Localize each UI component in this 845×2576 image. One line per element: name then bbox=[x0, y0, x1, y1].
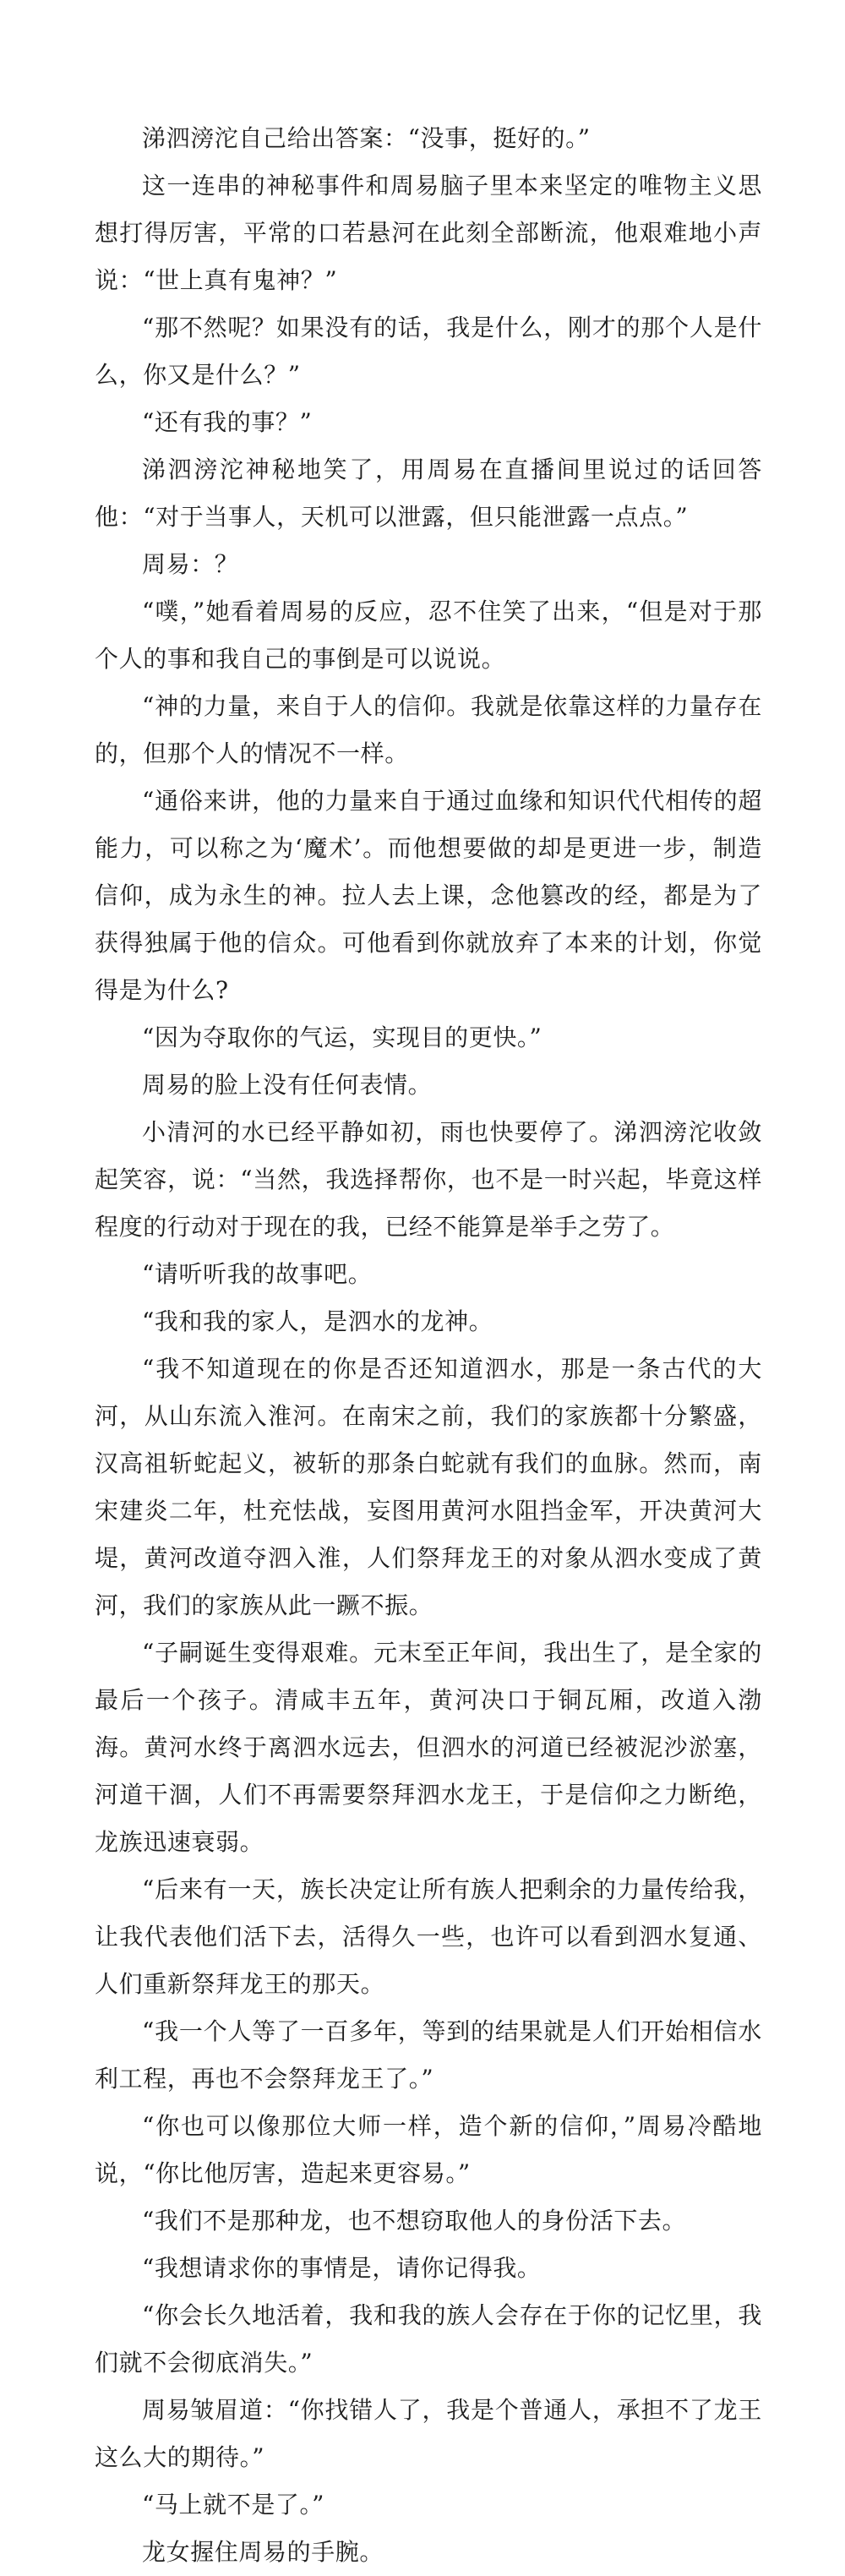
paragraph: “子嗣诞生变得艰难。元末至正年间，我出生了，是全家的最后一个孩子。清咸丰五年，黄河决口于铜瓦厢，改道入渤海。黄河水终于离泗水远去，但泗水的河道已经被泥沙淤塞，河道干涸，人们不再需要祭拜泗水龙王，于是信仰之力断绝，龙族迅速衰弱。 bbox=[95, 1639, 762, 1856]
paragraph: “噗，”她看着周易的反应，忍不住笑了出来，“但是对于那个人的事和我自己的事倒是可以说说。 bbox=[95, 598, 762, 673]
paragraph: 周易皱眉道：“你找错人了，我是个普通人，承担不了龙王这么大的期待。” bbox=[95, 2396, 762, 2471]
paragraph: 周易：？ bbox=[142, 550, 239, 578]
paragraph: “你会长久地活着，我和我的族人会存在于你的记忆里，我们就不会彻底消失。” bbox=[95, 2301, 762, 2377]
paragraph: “神的力量，来自于人的信仰。我就是依靠这样的力量存在的，但那个人的情况不一样。 bbox=[95, 692, 762, 767]
paragraph: 周易的脸上没有任何表情。 bbox=[142, 1071, 433, 1099]
paragraph: “我想请求你的事情是，请你记得我。 bbox=[142, 2254, 542, 2282]
paragraph: “你也可以像那位大师一样，造个新的信仰，”周易冷酷地说，“你比他厉害，造起来更容易。” bbox=[95, 2112, 762, 2187]
paragraph: 这一连串的神秘事件和周易脑子里本来坚定的唯物主义思想打得厉害，平常的口若悬河在此刻全部断流，他艰难地小声说：“世上真有鬼神？” bbox=[95, 172, 762, 294]
paragraph: “我一个人等了一百多年，等到的结果就是人们开始相信水利工程，再也不会祭拜龙王了。” bbox=[95, 2017, 762, 2093]
paragraph: “还有我的事？” bbox=[142, 408, 313, 436]
paragraph: “通俗来讲，他的力量来自于通过血缘和知识代代相传的超能力，可以称之为‘魔术’。而他想要做的却是更进一步，制造信仰，成为永生的神。拉人去上课，念他篡改的经，都是为了获得独属于他的信众。可他看到你就放弃了本来的计划，你觉得是为什么? bbox=[95, 787, 762, 1004]
paragraph: 龙女握住周易的手腕。 bbox=[142, 2538, 384, 2566]
paragraph: “因为夺取你的气运，实现目的更快。” bbox=[142, 1023, 542, 1051]
paragraph: 小清河的水已经平静如初，雨也快要停了。涕泗滂沱收敛起笑容，说：“当然，我选择帮你，也不是一时兴起，毕竟这样程度的行动对于现在的我，已经不能算是举手之劳了。 bbox=[95, 1118, 762, 1241]
paragraph: 涕泗滂沱自己给出答案：“没事，挺好的。” bbox=[142, 124, 591, 152]
paragraph: “我们不是那种龙，也不想窃取他人的身份活下去。 bbox=[142, 2207, 687, 2235]
paragraph: “我和我的家人，是泗水的龙神。 bbox=[142, 1307, 493, 1335]
paragraph: “马上就不是了。” bbox=[142, 2491, 325, 2519]
paragraph: “后来有一天，族长决定让所有族人把剩余的力量传给我，让我代表他们活下去，活得久一些，也许可以看到泗水复通、人们重新祭拜龙王的那天。 bbox=[95, 1875, 762, 1998]
paragraph: “我不知道现在的你是否还知道泗水，那是一条古代的大河，从山东流入淮河。在南宋之前，我们的家族都十分繁盛，汉高祖斩蛇起义，被斩的那条白蛇就有我们的血脉。然而，南宋建炎二年，杜充怯战，妄图用黄河水阻挡金军，开决黄河大堤，黄河改道夺泗入淮，人们祭拜龙王的对象从泗水变成了黄河，我们的家族从此一蹶不振。 bbox=[95, 1355, 762, 1619]
paragraph: “请听听我的故事吧。 bbox=[142, 1260, 373, 1288]
paragraph: 涕泗滂沱神秘地笑了，用周易在直播间里说过的话回答他：“对于当事人，天机可以泄露，但只能泄露一点点。” bbox=[95, 456, 762, 531]
story-text bbox=[95, 115, 762, 2576]
paragraph: “那不然呢？如果没有的话，我是什么，刚才的那个人是什么，你又是什么？” bbox=[95, 314, 762, 389]
